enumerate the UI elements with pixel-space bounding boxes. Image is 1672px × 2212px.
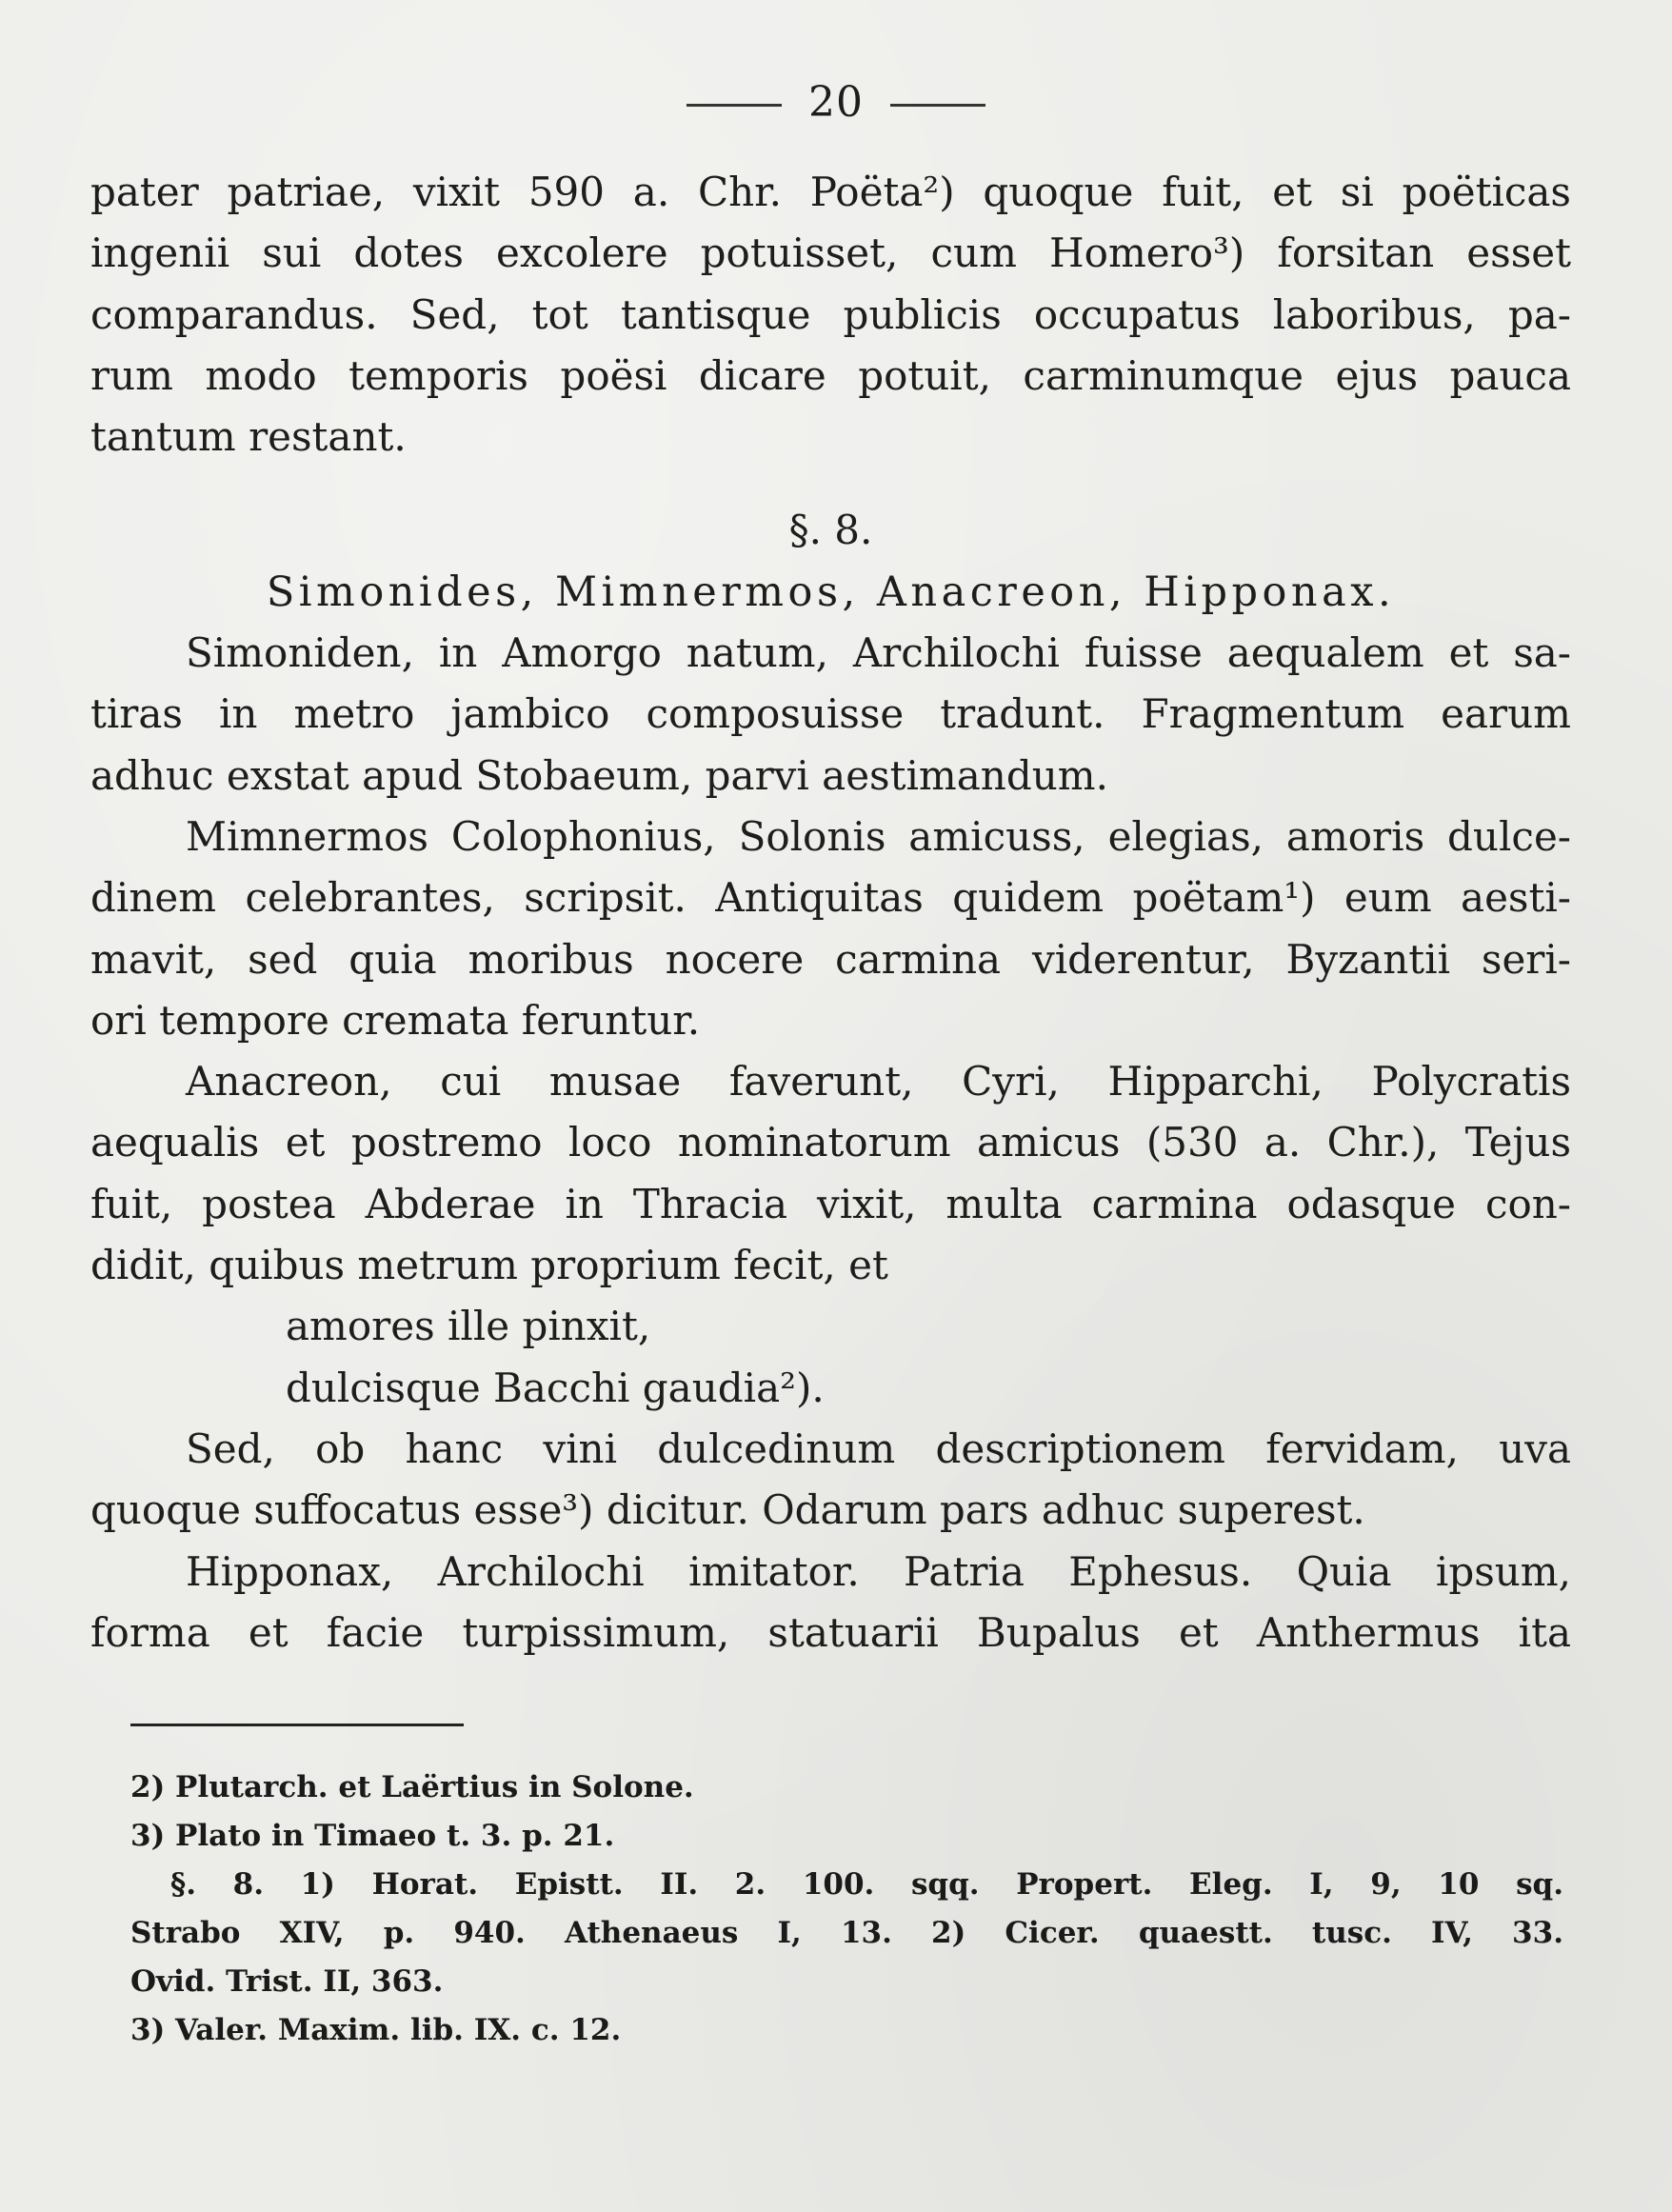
text-line: Hipponax, Archilochi imitator. Patria Ephesus. Quia ipsum, — [186, 1547, 1571, 1595]
text-line: didit, quibus metrum proprium fecit, et — [90, 1242, 888, 1289]
text-line: aequalis et postremo loco nominatorum amicus (530 a. Chr.), Tejus — [90, 1119, 1571, 1166]
text-line: pater patriae, vixit 590 a. Chr. Poëta²) quoque fuit, et si poëticas — [90, 169, 1571, 215]
text-line: mavit, sed quia moribus nocere carmina viderentur, Byzantii seri- — [90, 935, 1571, 983]
header-dash-left — [687, 104, 782, 107]
text-line: ori tempore cremata feruntur. — [90, 996, 701, 1044]
verse-line: amores ille pinxit, — [286, 1303, 651, 1350]
footnote: Strabo XIV, p. 940. Athenaeus I, 13. 2) Cicer. quaestt. tusc. IV, 33. — [130, 1916, 1563, 1950]
text-line: tantum restant. — [90, 413, 407, 461]
text-line: forma et facie turpissimum, statuarii Bupalus et Anthermus ita — [90, 1608, 1571, 1656]
main-text — [90, 162, 1571, 1664]
footnote: §. 8. 1) Horat. Epistt. II. 2. 100. sqq. Propert. Eleg. I, 9, 10 sq. — [170, 1867, 1563, 1902]
text-line: Simoniden, in Amorgo natum, Archilochi fuisse aequalem et sa- — [186, 629, 1571, 677]
text-line: comparandus. Sed, tot tantisque publicis occupatus laboribus, pa- — [90, 290, 1571, 338]
text-line: Anacreon, cui musae faverunt, Cyri, Hipparchi, Polycratis — [186, 1058, 1571, 1106]
header-dash-right — [890, 104, 985, 107]
footnote: Ovid. Trist. II, 363. — [130, 1964, 444, 1999]
text-line: ingenii sui dotes excolere potuisset, cum Homero³) forsitan esset — [90, 229, 1571, 277]
text-line: adhuc exstat apud Stobaeum, parvi aestimandum. — [90, 751, 1108, 799]
footnote: 3) Plato in Timaeo t. 3. p. 21. — [130, 1819, 615, 1853]
text-line: tiras in metro jambico composuisse tradunt. Fragmentum earum — [90, 690, 1571, 738]
text-line: fuit, postea Abderae in Thracia vixit, multa carmina odasque con- — [90, 1180, 1571, 1227]
section-title: Simonides, Mimnermos, Anacreon, Hipponax. — [266, 568, 1396, 616]
text-line: rum modo temporis poësi dicare potuit, carminumque ejus pauca — [90, 351, 1571, 399]
footnote: 3) Valer. Maxim. lib. IX. c. 12. — [130, 2013, 622, 2047]
footnote: 2) Plutarch. et Laërtius in Solone. — [130, 1770, 694, 1804]
text-line: quoque suffocatus esse³) dicitur. Odarum pars adhuc superest. — [90, 1486, 1365, 1534]
footnote-divider — [130, 1724, 464, 1726]
page-number: 20 — [808, 78, 864, 127]
footnotes — [130, 1764, 1563, 2055]
verse-line: dulcisque Bacchi gaudia²). — [286, 1364, 825, 1411]
text-line: dinem celebrantes, scripsit. Antiquitas quidem poëtam¹) eum aesti- — [90, 874, 1571, 922]
section-number: §. 8. — [788, 507, 873, 554]
text-line: Sed, ob hanc vini dulcedinum descriptionem fervidam, uva — [186, 1425, 1571, 1472]
text-line: Mimnermos Colophonius, Solonis amicuss, elegias, amoris dulce- — [186, 812, 1571, 860]
page-header — [0, 78, 1672, 127]
